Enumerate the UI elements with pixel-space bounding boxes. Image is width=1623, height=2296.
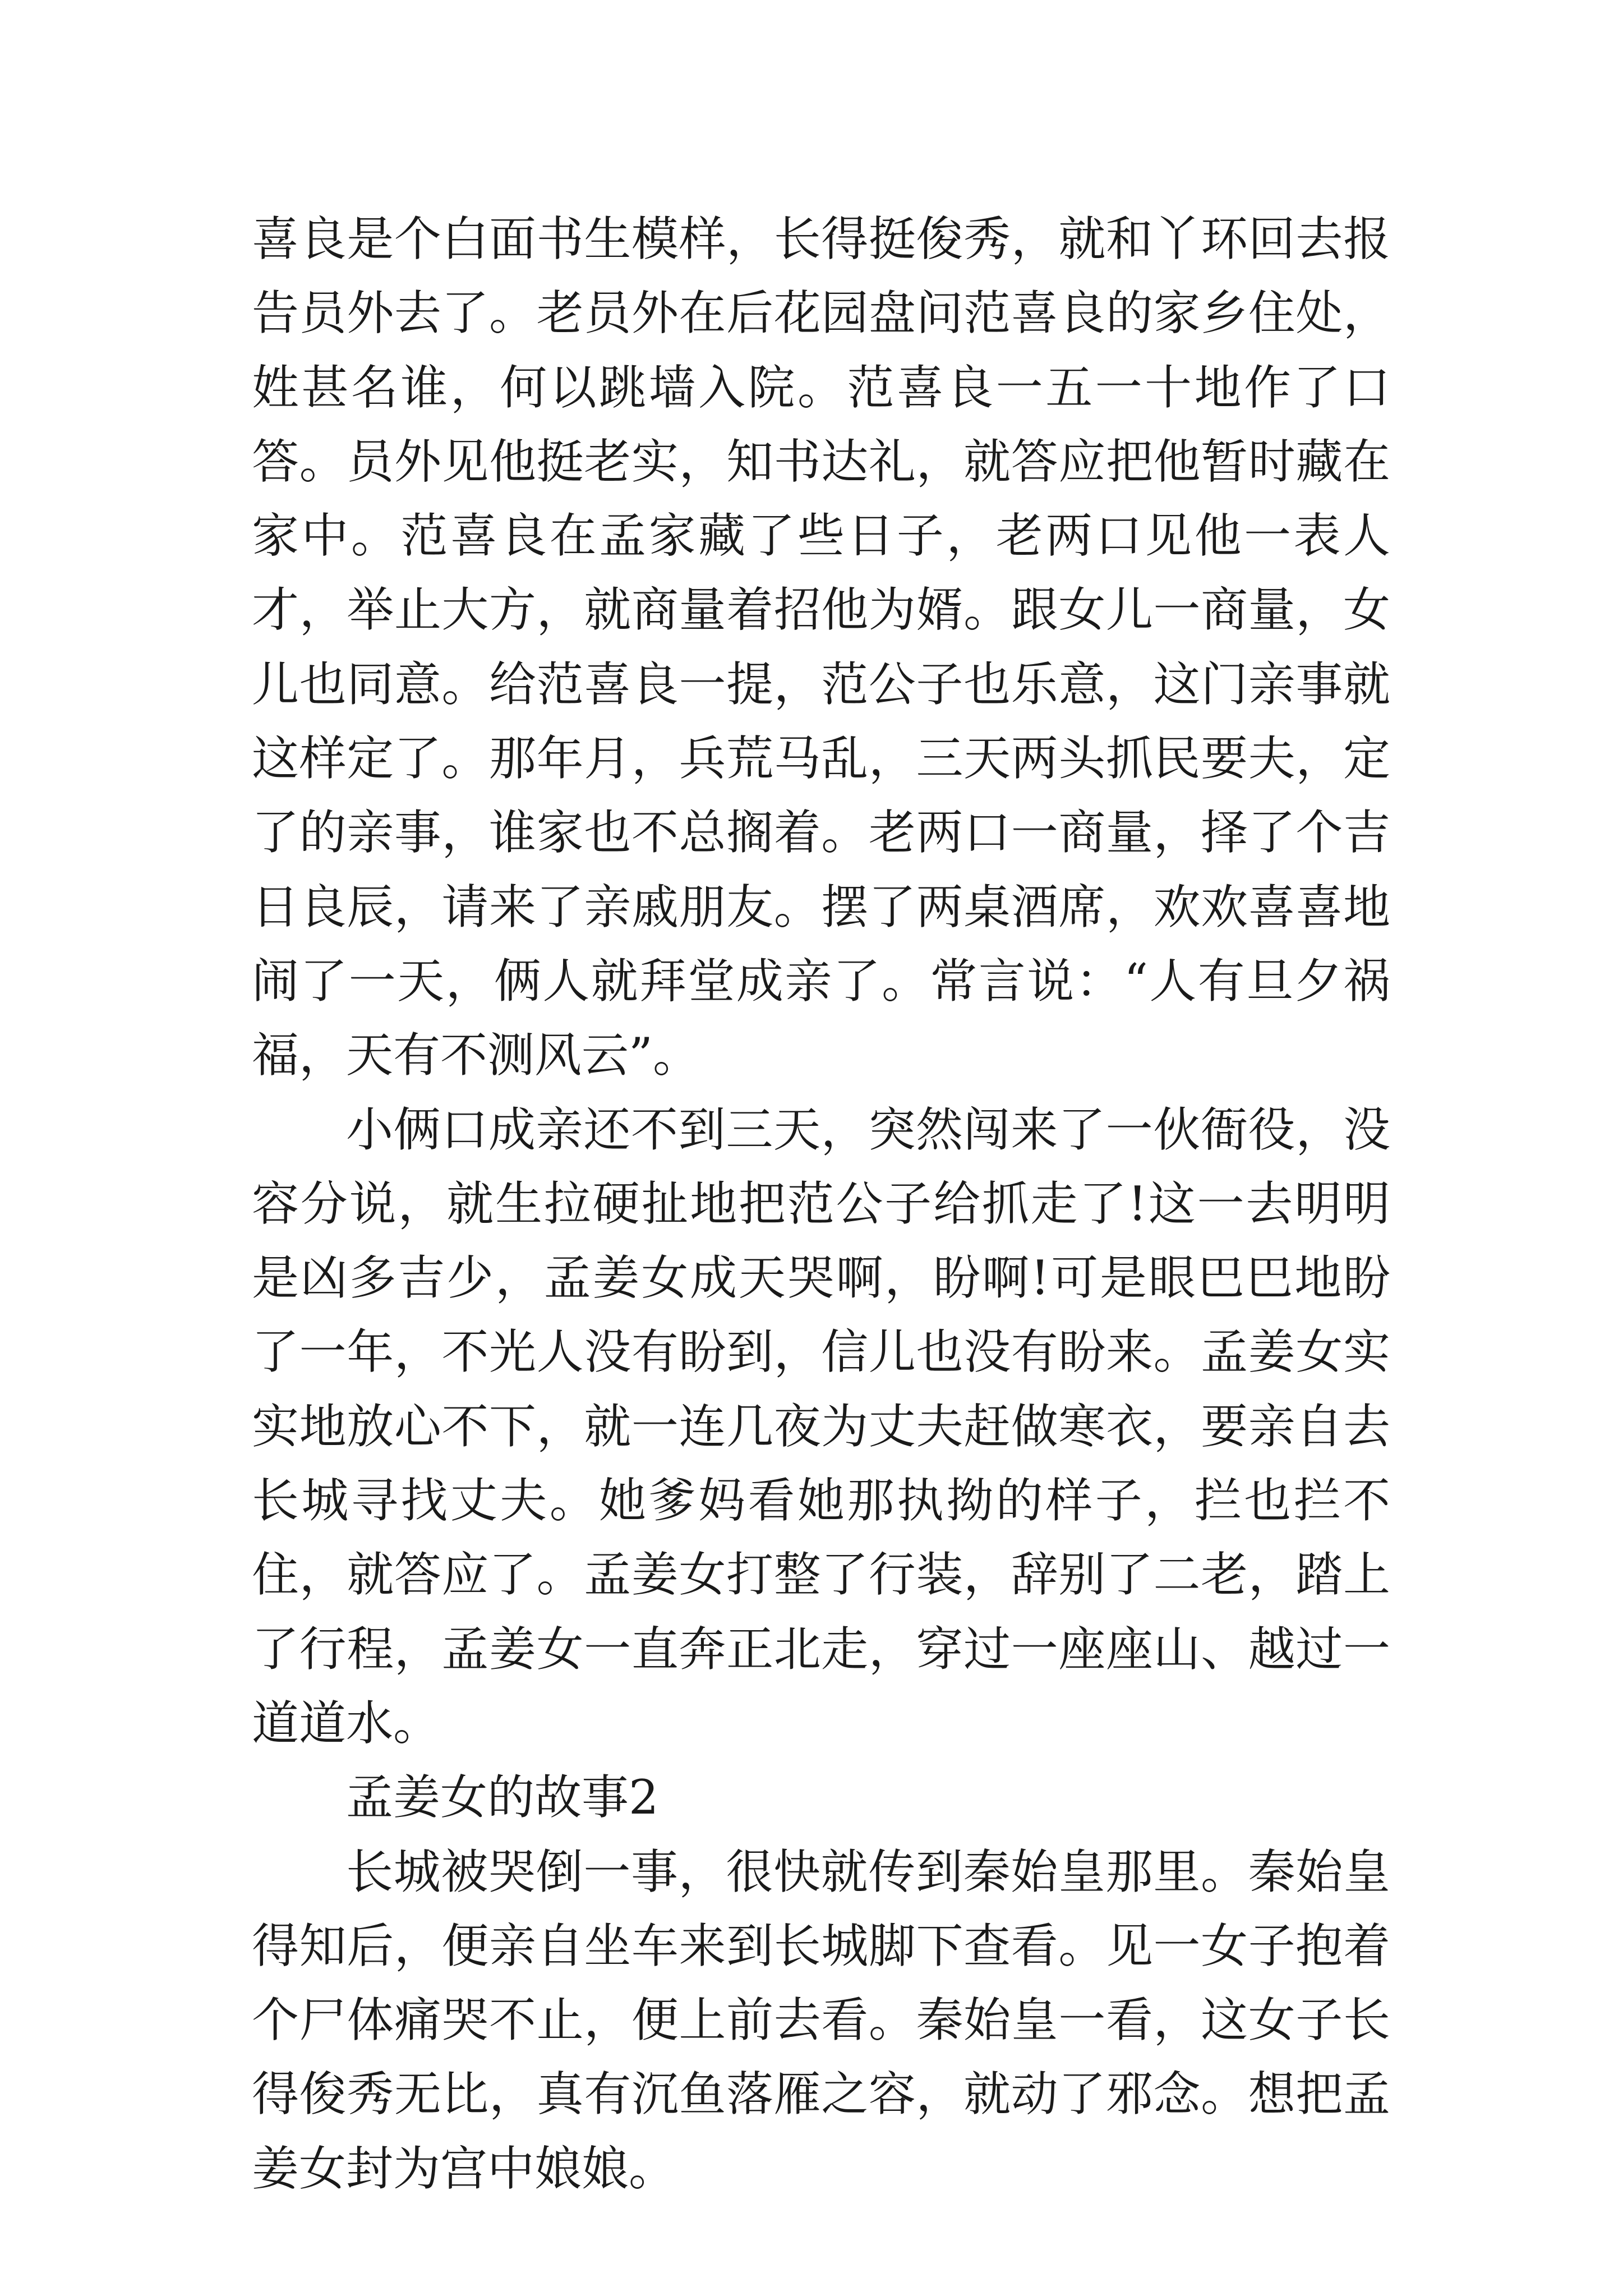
body-text	[252, 202, 1390, 2206]
section-heading: 孟姜女的故事2	[346, 1770, 659, 1825]
paragraph-1: 喜良是个白面书生模样，长得挺俊秀，就和丫环回去报告员外去了。老员外在后花园盘问范喜良的家乡住处，姓甚名谁，何以跳墙入院。范喜良一五一十地作了口答。员外见他挺老实，知书达礼，就答应把他暂时藏在家中。范喜良在孟家藏了些日子，老两口见他一表人才，举止大方，就商量着招他为婿。跟女儿一商量，女儿也同意。给范喜良一提，范公子也乐意，这门亲事就这样定了。那年月，兵荒马乱，三天两头抓民要夫，定了的亲事，谁家也不总搁着。老两口一商量，择了个吉日良辰，请来了亲戚朋友。摆了两桌酒席，欢欢喜喜地闹了一天，俩人就拜堂成亲了。常言说：“人有旦夕祸福，天有不测风云”。	[252, 211, 1390, 1083]
paragraph-2: 小俩口成亲还不到三天，突然闯来了一伙衙役，没容分说，就生拉硬扯地把范公子给抓走了!这一去明明是凶多吉少，孟姜女成天哭啊，盼啊!可是眼巴巴地盼了一年，不光人没有盼到，信儿也没有盼来。孟姜女实实地放心不下，就一连几夜为丈夫赶做寒衣，要亲自去长城寻找丈夫。她爹妈看她那执拗的样子，拦也拦不住，就答应了。孟姜女打整了行装，辞别了二老，踏上了行程，孟姜女一直奔正北走，穿过一座座山、越过一道道水。	[252, 1102, 1390, 1751]
paragraph-3: 长城被哭倒一事，很快就传到秦始皇那里。秦始皇得知后，便亲自坐车来到长城脚下查看。见一女子抱着个尸体痛哭不止，便上前去看。秦始皇一看，这女子长得俊秀无比，真有沉鱼落雁之容，就动了邪念。想把孟姜女封为宫中娘娘。	[252, 1844, 1390, 2196]
